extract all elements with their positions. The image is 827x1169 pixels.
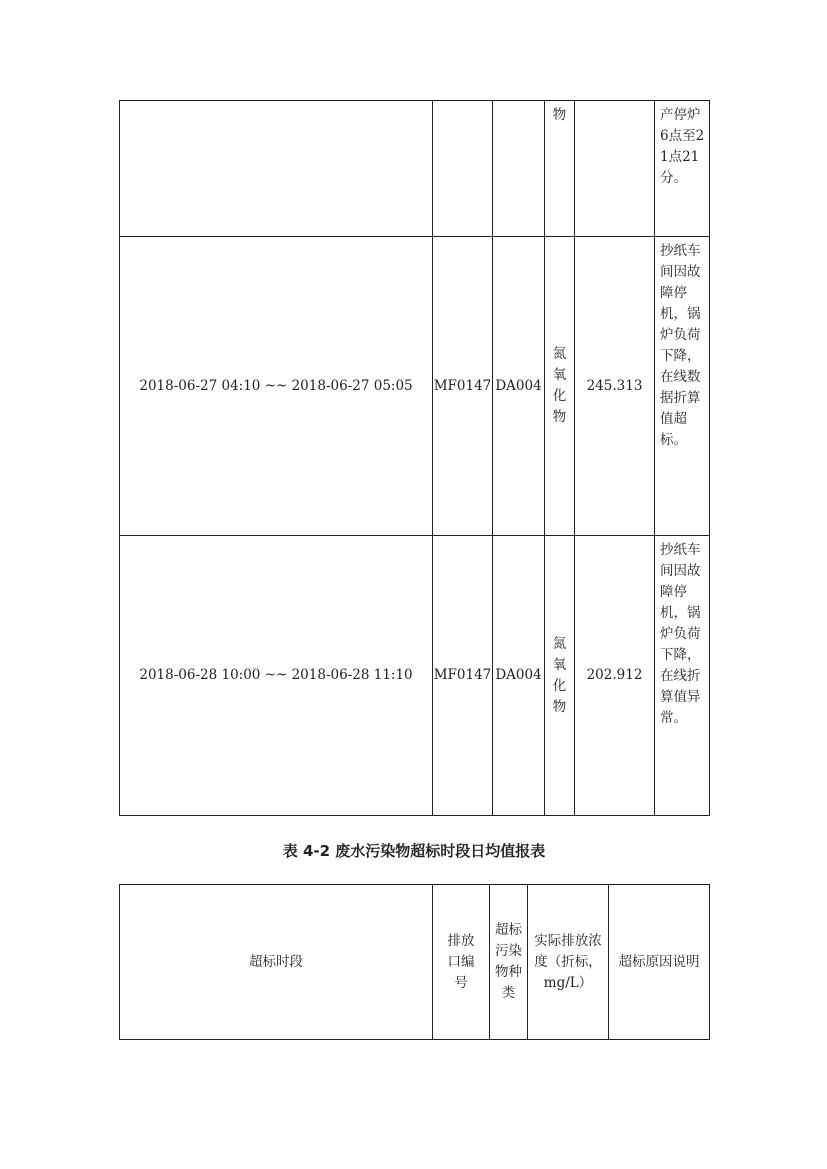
value-cell: 245.313: [575, 237, 655, 536]
outlet-no-cell: MF0147: [433, 536, 493, 816]
time-cell: 2018-06-27 04:10 ~~ 2018-06-27 05:05: [120, 237, 433, 536]
reason-cell: 产停炉6点至21点21分。: [655, 101, 710, 237]
value-cell: 202.912: [575, 536, 655, 816]
outlet-no-cell: [433, 101, 493, 237]
table-row: [120, 237, 710, 536]
pollutant-cell: 氮氧化物: [545, 536, 575, 816]
pollutant-cell: 氮氧化物: [545, 237, 575, 536]
reason-cell: 抄纸车间因故障停机，锅炉负荷下降，在线折算值异常。: [655, 536, 710, 816]
header-outlet-no: 排放口编号: [433, 885, 490, 1040]
time-cell: 2018-06-28 10:00 ~~ 2018-06-28 11:10: [120, 536, 433, 816]
pollutant-cell: 物: [545, 101, 575, 237]
wastewater-exceedance-table: [119, 884, 710, 1040]
header-pollutant-type: 超标污染物种类: [490, 885, 528, 1040]
table-caption: 表 4-2 废水污染物超标时段日均值报表: [282, 842, 546, 860]
header-period: 超标时段: [120, 885, 433, 1040]
table-row: [120, 101, 710, 237]
outlet-no-cell: MF0147: [433, 237, 493, 536]
table-row: [120, 536, 710, 816]
exceedance-table-continued: [119, 100, 710, 816]
outlet-cell: DA004: [493, 536, 545, 816]
table-header-row: [120, 885, 710, 1040]
value-cell: [575, 101, 655, 237]
header-concentration: 实际排放浓度（折标，mg/L）: [528, 885, 609, 1040]
reason-cell: 抄纸车间因故障停机，锅炉负荷下降，在线数据折算值超标。: [655, 237, 710, 536]
outlet-cell: DA004: [493, 237, 545, 536]
header-reason: 超标原因说明: [609, 885, 710, 1040]
time-cell: [120, 101, 433, 237]
outlet-cell: [493, 101, 545, 237]
